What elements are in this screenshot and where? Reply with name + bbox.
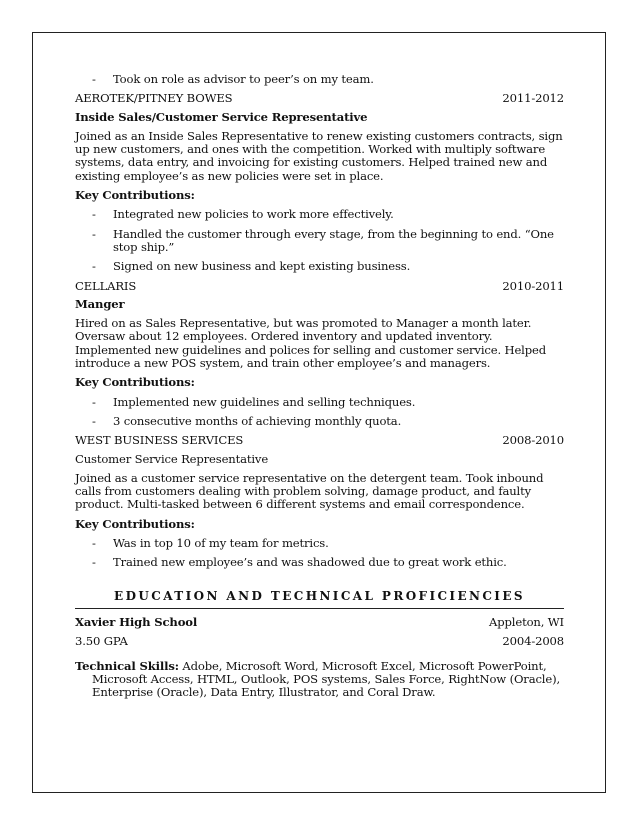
list-item: - Implemented new guidelines and selling techniques. <box>92 394 416 409</box>
gpa-row <box>75 635 564 648</box>
school-row <box>75 616 564 629</box>
list-item: - Trained new employee’s and was shadowed due to great work ethic. <box>92 555 507 570</box>
resume-content <box>75 73 564 699</box>
gpa: 3.50 GPA <box>75 634 128 649</box>
bullet-text: Trained new employee’s and was shadowed due to great work ethic. <box>113 555 507 570</box>
bullet-text: Signed on new business and kept existing business. <box>113 259 411 274</box>
contributions-heading: Key Contributions: <box>75 375 195 390</box>
job-header <box>75 280 564 293</box>
job-header <box>75 92 564 105</box>
bullet-text: Integrated new policies to work more effectively. <box>113 207 394 222</box>
list-item: - Was in top 10 of my team for metrics. <box>92 536 329 551</box>
job-description: Hired on as Sales Representative, but was promoted to Manager a month later. Oversaw about 12 employees. Ordered inventory and updated inventory. Implemented new guidelines and polices for selling and customer service. Helped introduce a new POS system, and train other employee’s and managers. <box>75 316 546 371</box>
list-item: - 3 consecutive months of achieving monthly quota. <box>92 413 402 428</box>
skills-label: Technical Skills: <box>75 658 179 673</box>
technical-skills <box>75 660 564 700</box>
school-location: Appleton, WI <box>489 614 564 629</box>
bullet-text: Implemented new guidelines and selling techniques. <box>113 394 416 409</box>
job-dates: 2010-2011 <box>502 278 564 293</box>
section-heading: EDUCATION AND TECHNICAL PROFICIENCIES <box>114 588 525 603</box>
company-name: AEROTEK/PITNEY BOWES <box>75 91 233 106</box>
contributions-heading: Key Contributions: <box>75 188 195 203</box>
school-years: 2004-2008 <box>502 634 564 649</box>
school-name: Xavier High School <box>75 614 198 629</box>
job-header <box>75 434 564 447</box>
job-dates: 2008-2010 <box>502 433 564 448</box>
section-divider <box>75 608 564 609</box>
job-description: Joined as an Inside Sales Representative to renew existing customers contracts, sign up new customers, and ones with the competition. Worked with multiply software systems, data entry, and invoicing for existing customers. Helped trained new and existing employee’s as new policies were set in place. <box>75 128 563 183</box>
company-name: CELLARIS <box>75 278 137 293</box>
contributions-heading: Key Contributions: <box>75 516 195 531</box>
list-item: - Integrated new policies to work more effectively. <box>92 207 394 222</box>
bullet-text: 3 consecutive months of achieving monthly quota. <box>113 413 402 428</box>
bullet-text: Took on role as advisor to peer’s on my team. <box>113 72 374 86</box>
list-item: - Took on role as advisor to peer’s on my team. <box>92 72 374 86</box>
job-dates: 2011-2012 <box>502 91 564 106</box>
skills-text: Adobe, Microsoft Word, Microsoft Excel, Microsoft PowerPoint, Microsoft Access, HTML, Outlook, POS systems, Sales Force, RightNow (Oracle), Enterprise (Oracle), Data Entry, Illustrator, and Coral Draw. <box>92 658 560 700</box>
list-item: - Handled the customer through every stage, from the beginning to end. “One stop ship.” <box>92 228 564 255</box>
job-title: Inside Sales/Customer Service Representative <box>75 109 368 124</box>
bullet-text: Was in top 10 of my team for metrics. <box>113 536 329 551</box>
job-title: Manger <box>75 296 125 311</box>
bullet-text: Handled the customer through every stage, from the beginning to end. “One stop ship.” <box>113 226 554 254</box>
list-item: - Signed on new business and kept existing business. <box>92 259 411 274</box>
job-description: Joined as a customer service representative on the detergent team. Took inbound calls from customers dealing with problem solving, damage product, and faulty product. Multi-tasked between 6 different systems and email correspondence. <box>75 470 544 512</box>
company-name: WEST BUSINESS SERVICES <box>75 433 244 448</box>
job-title: Customer Service Representative <box>75 451 269 466</box>
